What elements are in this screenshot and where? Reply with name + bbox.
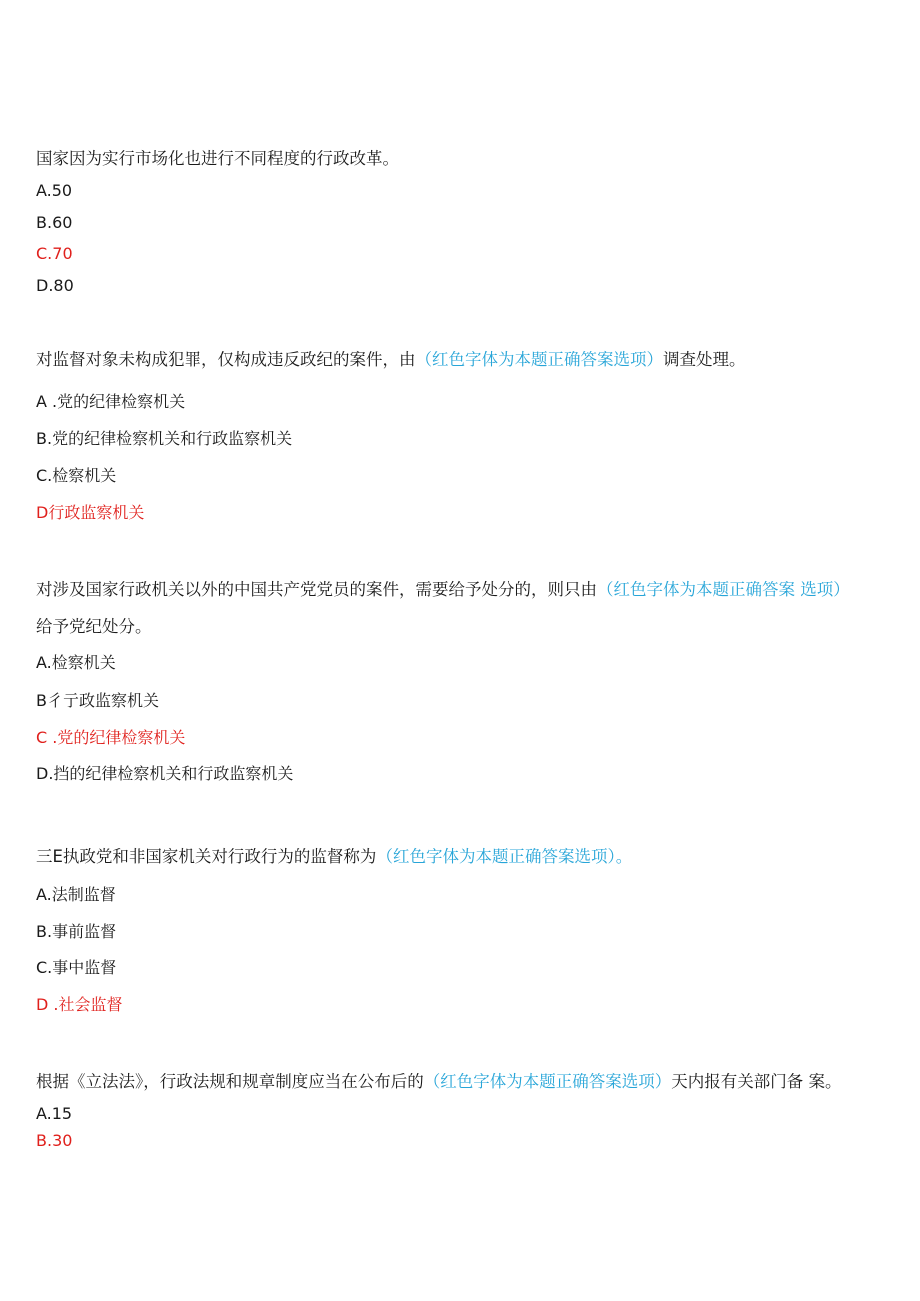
question-3-option-c-correct: C .党的纪律检察机关 [36, 728, 186, 747]
question-4-option-d-correct: D .社会监督 [36, 995, 123, 1014]
question-5-stem [36, 1071, 842, 1093]
question-2-text-after: 调查处理。 [663, 350, 746, 369]
question-2-option-c: C.检察机关 [36, 466, 117, 485]
question-2-option-d-correct: D行政监察机关 [36, 503, 145, 522]
question-2-stem [36, 349, 746, 371]
question-3-stem-line2: 给予党纪处分。 [36, 617, 152, 636]
question-1-option-a: A.50 [36, 181, 73, 200]
question-1-option-c-correct: C.70 [36, 244, 73, 263]
question-2-hint: （红色字体为本题正确答案选项） [415, 350, 663, 369]
question-4-option-b: B.事前监督 [36, 922, 117, 941]
question-3-text-before: 对涉及国家行政机关以外的中国共产党党员的案件，需要给予处分的，则只由 [36, 580, 597, 599]
question-3-option-a: A.检察机关 [36, 653, 116, 672]
question-1-text: 国家因为实行市场化也进行不同程度的行政改革。 [36, 149, 399, 168]
question-3-hint: （红色字体为本题正确答案 选项） [597, 580, 850, 599]
question-5-text-before: 根据《立法法》，行政法规和规章制度应当在公布后的 [36, 1072, 424, 1091]
question-1-option-d: D.80 [36, 276, 74, 295]
question-2-text-before: 对监督对象未构成犯罪，仅构成违反政纪的案件，由 [36, 350, 416, 369]
question-5-hint: （红色字体为本题正确答案选项） [423, 1072, 672, 1091]
question-4-hint: （红色字体为本题正确答案选项）。 [376, 847, 633, 866]
question-1-option-b: B.60 [36, 213, 73, 232]
question-3-stem [36, 579, 850, 601]
question-2-option-b: B.党的纪律检察机关和行政监察机关 [36, 429, 293, 448]
question-3-option-d: D.挡的纪律检察机关和行政监察机关 [36, 764, 294, 783]
question-3-option-b: B彳亍政监察机关 [36, 691, 159, 710]
question-5-option-b-correct: B.30 [36, 1131, 73, 1150]
question-4-option-a: A.法制监督 [36, 885, 116, 904]
question-5-option-a: A.15 [36, 1104, 73, 1123]
question-4-text-before: 三E执政党和非国家机关对行政行为的监督称为 [36, 847, 377, 866]
question-5-text-after: 天内报有关部门备 案。 [671, 1072, 842, 1091]
question-4-stem [36, 846, 632, 868]
question-2-option-a: A .党的纪律检察机关 [36, 392, 186, 411]
question-1-stem [36, 148, 399, 170]
question-4-option-c: C.事中监督 [36, 958, 117, 977]
